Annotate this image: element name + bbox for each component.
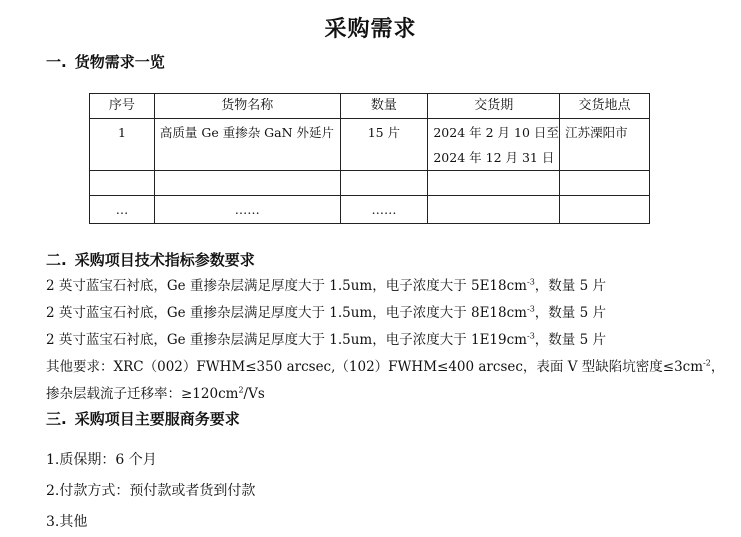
cell-goods-name: 高质量 Ge 重掺杂 GaN 外延片 [154, 119, 340, 171]
header-index: 序号 [90, 94, 155, 119]
cell-delivery-period [428, 171, 560, 196]
cell-goods-name: …… [154, 196, 340, 224]
cell-delivery-location: 江苏溧阳市 [560, 119, 650, 171]
table-row [90, 196, 650, 224]
section-3-heading [46, 408, 240, 429]
service-item-payment: 2.付款方式：预付款或者货到付款 [46, 483, 256, 499]
spec-line: 2 英寸蓝宝石衬底，Ge 重掺杂层满足厚度大于 1.5um，电子浓度大于 $1E19cm^{-3}$，数量 5 片 [46, 331, 606, 348]
spec-line: 2 英寸蓝宝石衬底，Ge 重掺杂层满足厚度大于 1.5um，电子浓度大于 $8E18cm^{-3}$，数量 5 片 [46, 304, 606, 321]
table-row [90, 171, 650, 196]
cell-quantity: 15 片 [340, 119, 428, 171]
other-requirements: 其他要求：XRC（002）FWHM≤350 arcsec,（102）FWHM≤400 arcsec，表面 V 型缺陷坑密度$\le 3cm^{-2}$， [46, 358, 725, 375]
section-1-title: 货物需求一览 [74, 53, 165, 71]
table-row [90, 119, 650, 171]
carrier-mobility: 掺杂层载流子迁移率：$\ge 120cm^2/Vs$ [46, 385, 265, 402]
spec-line: 2 英寸蓝宝石衬底，Ge 重掺杂层满足厚度大于 1.5um，电子浓度大于 $5E18cm^{-3}$，数量 5 片 [46, 277, 606, 294]
section-1-heading [46, 51, 165, 72]
service-item-other: 3.其他 [46, 514, 88, 530]
header-delivery-period: 交货期 [428, 94, 560, 119]
service-item-warranty: 1.质保期：6 个月 [46, 452, 157, 468]
section-2-title: 采购项目技术指标参数要求 [74, 251, 255, 269]
cell-quantity [340, 171, 428, 196]
cell-delivery-period [428, 196, 560, 224]
section-1-number: 一. [46, 53, 67, 71]
document-title: 采购需求 [324, 17, 417, 42]
cell-index: 1 [90, 119, 155, 171]
cell-index [90, 171, 155, 196]
section-2-heading [46, 249, 255, 270]
table-header-row [90, 94, 650, 119]
cell-index: … [90, 196, 155, 224]
header-goods-name: 货物名称 [154, 94, 340, 119]
header-quantity: 数量 [340, 94, 428, 119]
section-2-number: 二. [46, 251, 67, 269]
section-3-title: 采购项目主要服商务要求 [74, 410, 240, 428]
goods-table [89, 93, 650, 224]
section-3-number: 三. [46, 410, 67, 428]
cell-quantity: …… [340, 196, 428, 224]
cell-delivery-location [560, 171, 650, 196]
cell-delivery-location [560, 196, 650, 224]
header-delivery-location: 交货地点 [560, 94, 650, 119]
cell-delivery-period: 2024 年 2 月 10 日至 2024 年 12 月 31 日 [428, 119, 560, 171]
cell-goods-name [154, 171, 340, 196]
